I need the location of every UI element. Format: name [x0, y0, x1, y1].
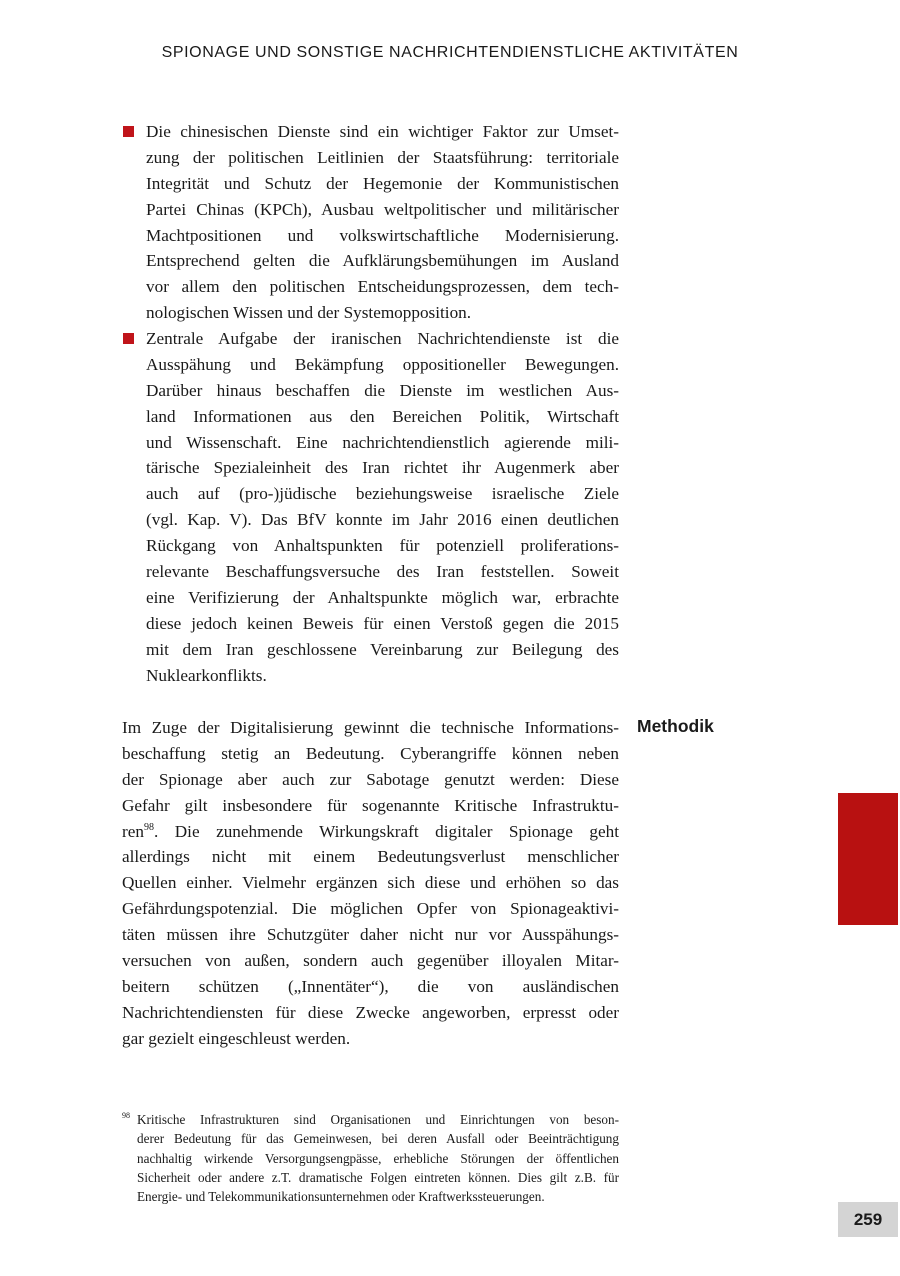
text-line: Integrität und Schutz der Hegemonie der Kommunistischen: [146, 173, 619, 193]
bullet-square-icon: [123, 333, 134, 344]
text-line: Die chinesischen Dienste sind ein wichtiger Faktor zur Umset-: [146, 122, 619, 141]
chapter-tab-marker: [838, 793, 898, 925]
text-fragment: ren: [122, 821, 144, 841]
footnote-number: 98: [122, 1111, 130, 1120]
page-number: 259: [838, 1202, 898, 1237]
text-line: Partei Chinas (KPCh), Ausbau weltpolitischer und militärischer: [146, 199, 619, 219]
margin-heading-methodik: Methodik: [637, 716, 714, 736]
text-line: gar gezielt eingeschleust werden.: [122, 1028, 351, 1048]
text-line: allerdings nicht mit einem Bedeutungsverlust menschlicher: [122, 847, 619, 867]
text-line: nologischen Wissen und der Systemopposition.: [146, 303, 472, 323]
text-line: auch auf (pro-)jüdische beziehungsweise israelische Ziele: [146, 484, 619, 504]
text-line: Quellen einher. Vielmehr ergänzen sich diese und erhöhen so das: [122, 873, 619, 893]
text-line: nachhaltig wirkende Versorgungsengpässe, erhebliche Störungen der öffentlichen: [137, 1150, 619, 1166]
text-line: Ausspähung und Bekämpfung oppositioneller Bewegungen.: [146, 354, 619, 374]
bullet-square-icon: [123, 126, 134, 137]
text-line: Im Zuge der Digitalisierung gewinnt die technische Informations-: [122, 718, 619, 737]
text-line: mit dem Iran geschlossene Vereinbarung zur Beilegung des: [146, 639, 619, 659]
text-line: Machtpositionen und volkswirtschaftliche Modernisierung.: [146, 225, 619, 245]
text-line: (vgl. Kap. V). Das BfV konnte im Jahr 2016 einen deutlichen: [146, 510, 619, 530]
footnote-text: [137, 1110, 619, 1206]
text-line: Nachrichtendiensten für diese Zwecke angeworben, erpresst oder: [122, 1002, 619, 1022]
text-line: der Spionage aber auch zur Sabotage genutzt werden: Diese: [122, 769, 619, 789]
text-line: Zentrale Aufgabe der iranischen Nachrichtendienste ist die: [146, 329, 619, 348]
text-line: Kritische Infrastrukturen sind Organisationen und Einrichtungen von beson-: [137, 1112, 619, 1127]
text-line: Nuklearkonflikts.: [146, 665, 267, 685]
text-line: beschaffung stetig an Bedeutung. Cyberangriffe können neben: [122, 743, 619, 763]
text-line: Rückgang von Anhaltspunkten für potenziell proliferations-: [146, 536, 619, 556]
text-line: land Informationen aus den Bereichen Politik, Wirtschaft: [146, 406, 619, 426]
body-paragraph: [122, 715, 619, 1052]
text-line: diese jedoch keinen Beweis für einen Verstoß gegen die 2015: [146, 613, 619, 633]
bullet-text: [146, 119, 619, 326]
text-line: vor allem den politischen Entscheidungsprozessen, dem tech-: [146, 277, 619, 297]
text-line: eine Verifizierung der Anhaltspunkte möglich war, erbrachte: [146, 587, 619, 607]
text-line: Gefahr gilt insbesondere für sogenannte Kritische Infrastruktu-: [122, 795, 619, 815]
text-line: Energie- und Telekommunikationsunternehmen oder Kraftwerkssteuerungen.: [137, 1189, 545, 1205]
text-line: derer Bedeutung für das Gemeinwesen, bei deren Ausfall oder Beeinträchtigung: [137, 1131, 619, 1147]
text-line: Sicherheit oder andere z.T. dramatische Folgen eintreten können. Dies gilt z.B. für: [137, 1169, 619, 1185]
running-header: SPIONAGE UND SONSTIGE NACHRICHTENDIENSTLICHE AKTIVITÄTEN: [161, 44, 739, 61]
text-line: Entsprechend gelten die Aufklärungsbemühungen im Ausland: [146, 251, 619, 271]
text-line: Darüber hinaus beschaffen die Dienste im westlichen Aus-: [146, 380, 619, 400]
text-line-with-footnote: [122, 819, 619, 845]
text-line: versuchen von außen, sondern auch gegenüber illoyalen Mitar-: [122, 951, 619, 971]
footnote-reference-link[interactable]: 98: [143, 821, 154, 833]
text-fragment: . Die zunehmende Wirkungskraft digitaler Spionage geht: [153, 821, 619, 841]
bullet-text: [146, 326, 619, 688]
text-line: Gefährdungspotenzial. Die möglichen Opfer von Spionageaktivi-: [122, 899, 619, 919]
text-line: zung der politischen Leitlinien der Staatsführung: territoriale: [146, 147, 619, 167]
text-line: täten müssen ihre Schutzgüter daher nicht nur vor Ausspähungs-: [122, 925, 619, 945]
text-line: beitern schützen („Innentäter“), die von ausländischen: [122, 976, 619, 996]
text-line: tärische Spezialeinheit des Iran richtet ihr Augenmerk aber: [146, 458, 619, 478]
text-line: und Wissenschaft. Eine nachrichtendienstlich agierende mili-: [146, 432, 619, 452]
text-line: relevante Beschaffungsversuche des Iran feststellen. Soweit: [146, 562, 619, 582]
